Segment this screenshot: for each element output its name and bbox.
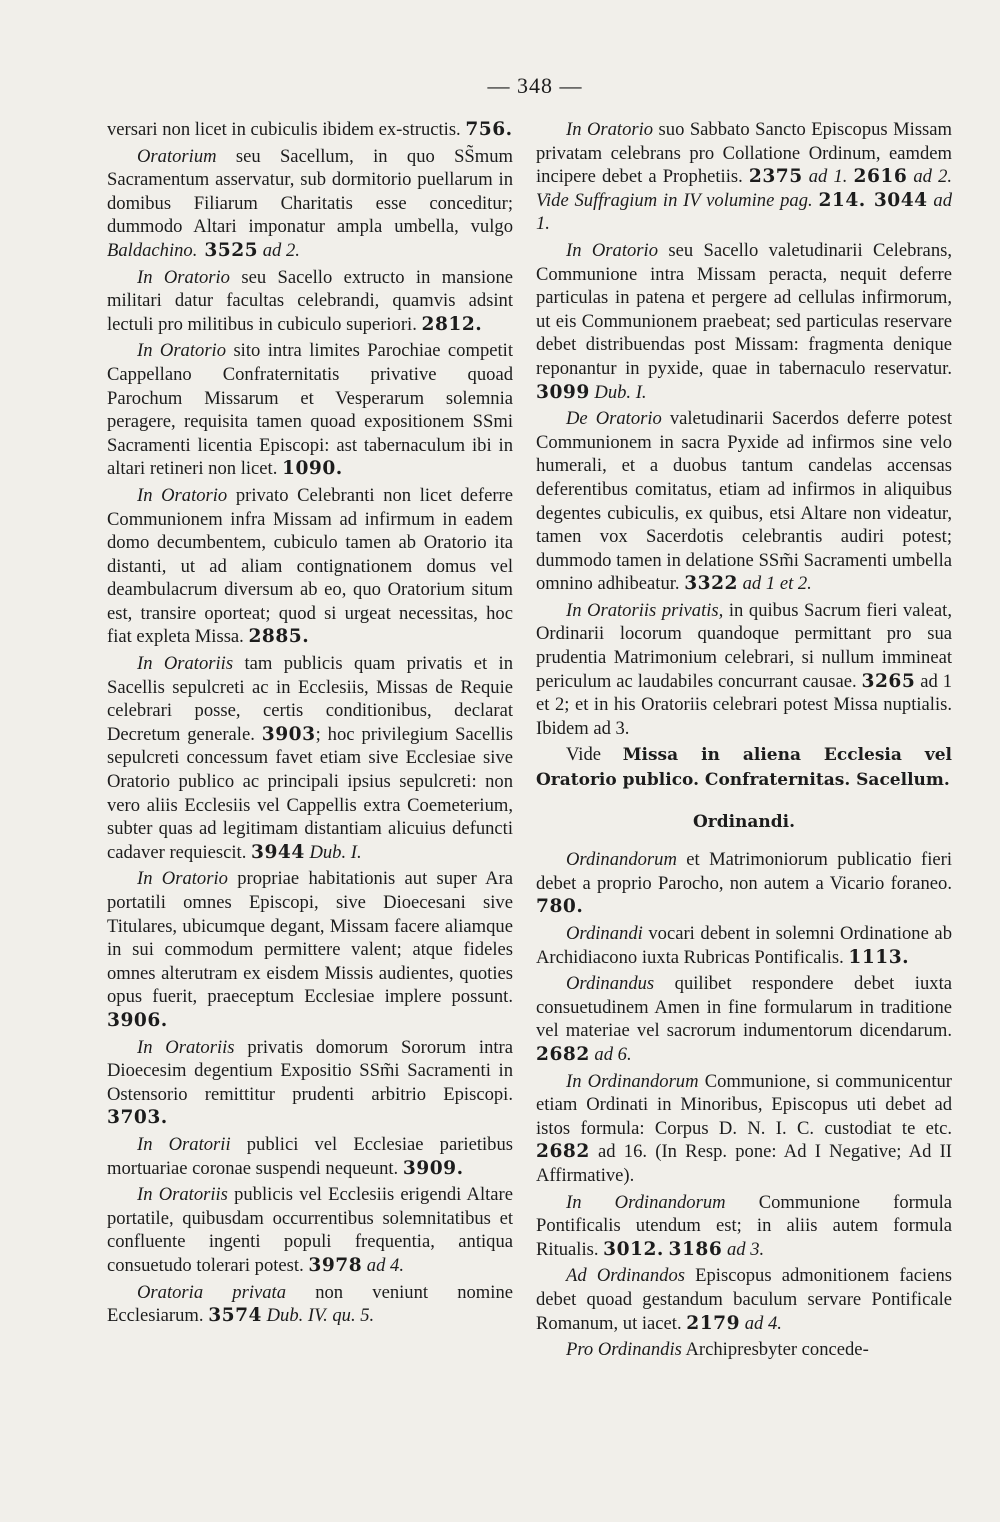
entry: In Oratoriis publicis vel Ecclesiis erigendi Altare portatile, quibusdam occurrentibus solemnitatibus et confluente ingenti populi frequentia, antiqua consuetudo tolerari potest. 3978 ad 4. [107, 1184, 513, 1276]
section-heading: Ordinandi. [692, 811, 796, 832]
see-also: Vide Missa in aliena Ecclesia vel Oratorio publico. Confraternitas. Sacellum. [536, 744, 952, 791]
entry: In Oratorio privato Celebranti non licet deferre Communionem infra Missam ad infirmum in eadem domo decumbentem, cubiculo tamen ab Oratorio ita distanti, ut ad aliam contignationem domus vel deambulacrum diversum ab eo, quo Oratorium situm est, transire oporteat; quod si urgeat necessitas, hoc fiat expleta Missa. 2885. [107, 484, 513, 648]
entry: In Oratoriis privatis domorum Sororum intra Dioecesim degentium Expositio SSm̃i Sacramenti in Ostensorio remittitur prudenti arbitrio Episcopi. 3703. [107, 1036, 513, 1129]
entry: In Oratorio sito intra limites Parochiae competit Cappellano Confraternitatis privative quoad Parochum Missarum et Vesperarum solemnia peragere, requisita tamen quoad expositionem SSmi Sacramenti licentia Episcopi: ast tabernaculum ibi in altari retineri non licet. 1090. [107, 340, 513, 480]
entry: In Oratorio seu Sacello valetudinarii Celebrans, Communione intra Missam peracta, nequit deferre particulas in patena et pergere ad cellulas infirmorum, ut eis Communionem praebeat; sed particulas reservare debet distribuendas post Missam: fragmenta denique reponantur in pyxide, quae in tabernaculo reservatur. 3099 Dub. I. [536, 239, 952, 403]
entry: Oratorium seu Sacellum, in quo SS̃mum Sacramentum asservatur, sub dormitorio puellarum in domibus Filiarum Charitatis esse conceditur; dummodo Altari imponatur ampla umbella, vulgo Baldachino. 3525 ad 2. [107, 145, 513, 261]
entry: In Ordinandorum Communione formula Pontificalis utendum est; in aliis autem formula Ritualis. 3012. 3186 ad 3. [536, 1191, 952, 1260]
entry: In Oratorii publici vel Ecclesiae parietibus mortuariae coronae suspendi nequeunt. 3909. [107, 1133, 513, 1179]
entry: In Oratorio suo Sabbato Sancto Episcopus Missam privatam celebrans pro Collatione Ordinum, eamdem incipere debet a Prophetiis. 2375 ad 1. 2616 ad 2. Vide Suffragium in IV volumine pag. 214. 3044 ad 1. [536, 119, 953, 235]
entry: Ad Ordinandos Episcopus admonitionem faciens debet quoad gestandum baculum servare Pontificale Romanum, ut iacet. 2179 ad 4. [536, 1265, 952, 1334]
entry: In Ordinandorum Communione, si communicentur etiam Ordinati in Minoribus, Episcopus uti debet ad istos formula: Corpus D. N. I. C. custodiat te etc. 2682 ad 16. (In Resp. pone: Ad I Negative; Ad II Affirmative). [536, 1070, 952, 1186]
entry: versari non licet in cubiculis ibidem ex-structis. 756. [107, 119, 513, 140]
entry: In Oratorio seu Sacello extructo in mansione militari datur facultas celebrandi, quamvis adsint lectuli pro militibus in cubiculo superiori. 2812. [107, 266, 513, 335]
right-column [536, 118, 952, 1365]
entry: Ordinandi vocari debent in solemni Ordinatione ab Archidiacono iuxta Rubricas Pontificalis. 1113. [536, 923, 952, 968]
entry: Oratoria privata non veniunt nomine Ecclesiarum. 3574 Dub. IV. qu. 5. [107, 1281, 513, 1327]
entry: Ordinandus quilibet respondere debet iuxta consuetudinem Amen in fine formularum in traditione vel materiae vel sacrorum indumentorum dicendarum. 2682 ad 6. [536, 973, 952, 1065]
entry: Ordinandorum et Matrimoniorum publicatio fieri debet a proprio Parocho, non autem a Vicario foraneo. 780. [536, 849, 952, 918]
entry: In Oratoriis privatis, in quibus Sacrum fieri valeat, Ordinarii locorum quandoque permittant pro sua prudentia Matrimonium celebrari, si nullum immineat periculum ac laudabiles concurrant causae. 3265 ad 1 et 2; et in his Oratoriis celebrari potest Missa nuptialis. Ibidem ad 3. [536, 599, 952, 739]
entry: In Oratorio propriae habitationis aut super Ara portatili omnes Episcopi, sive Dioecesani sive Titulares, ubicumque degant, Missam facere aliamque in sui commodum permittere valent; atque fideles omnes alterutram ex eisdem Missis audientes, quoties opus fuerit, praeceptum Ecclesiae implere possunt. 3906. [107, 868, 513, 1031]
page-number: — 348 — [487, 73, 583, 98]
entry: Pro Ordinandis Archipresbyter concede- [566, 1339, 869, 1361]
entry: In Oratoriis tam publicis quam privatis et in Sacellis sepulcreti ac in Ecclesiis, Missas de Requie celebrari posse, certis conditionibus, declarat Decretum generale. 3903; hoc privilegium Sacellis sepulcreti concessum favet etiam sive Ecclesiae sive Oratorio publico ac principali ipsius sepulcreti: non vero aliis Ecclesiis vel Cappellis extra Coemeterium, subter quas ad legitimam distantiam alicuius defuncti cadaver requiescit. 3944 Dub. I. [107, 653, 513, 863]
entry: De Oratorio valetudinarii Sacerdos deferre potest Communionem in sacra Pyxide ad infirmos sine velo humerali, et a duobus tantum candelas accensas deferentibus comitatus, etiam ad infirmos in aliquibus degentes cubiculis, ex quibus, etsi Altare non videatur, tamen vox Sacerdotis celebrantis audiri potest; dummodo tamen in delatione SSm̃i Sacramenti umbella omnino adhibeatur. 3322 ad 1 et 2. [536, 408, 953, 595]
left-column [107, 118, 513, 1331]
